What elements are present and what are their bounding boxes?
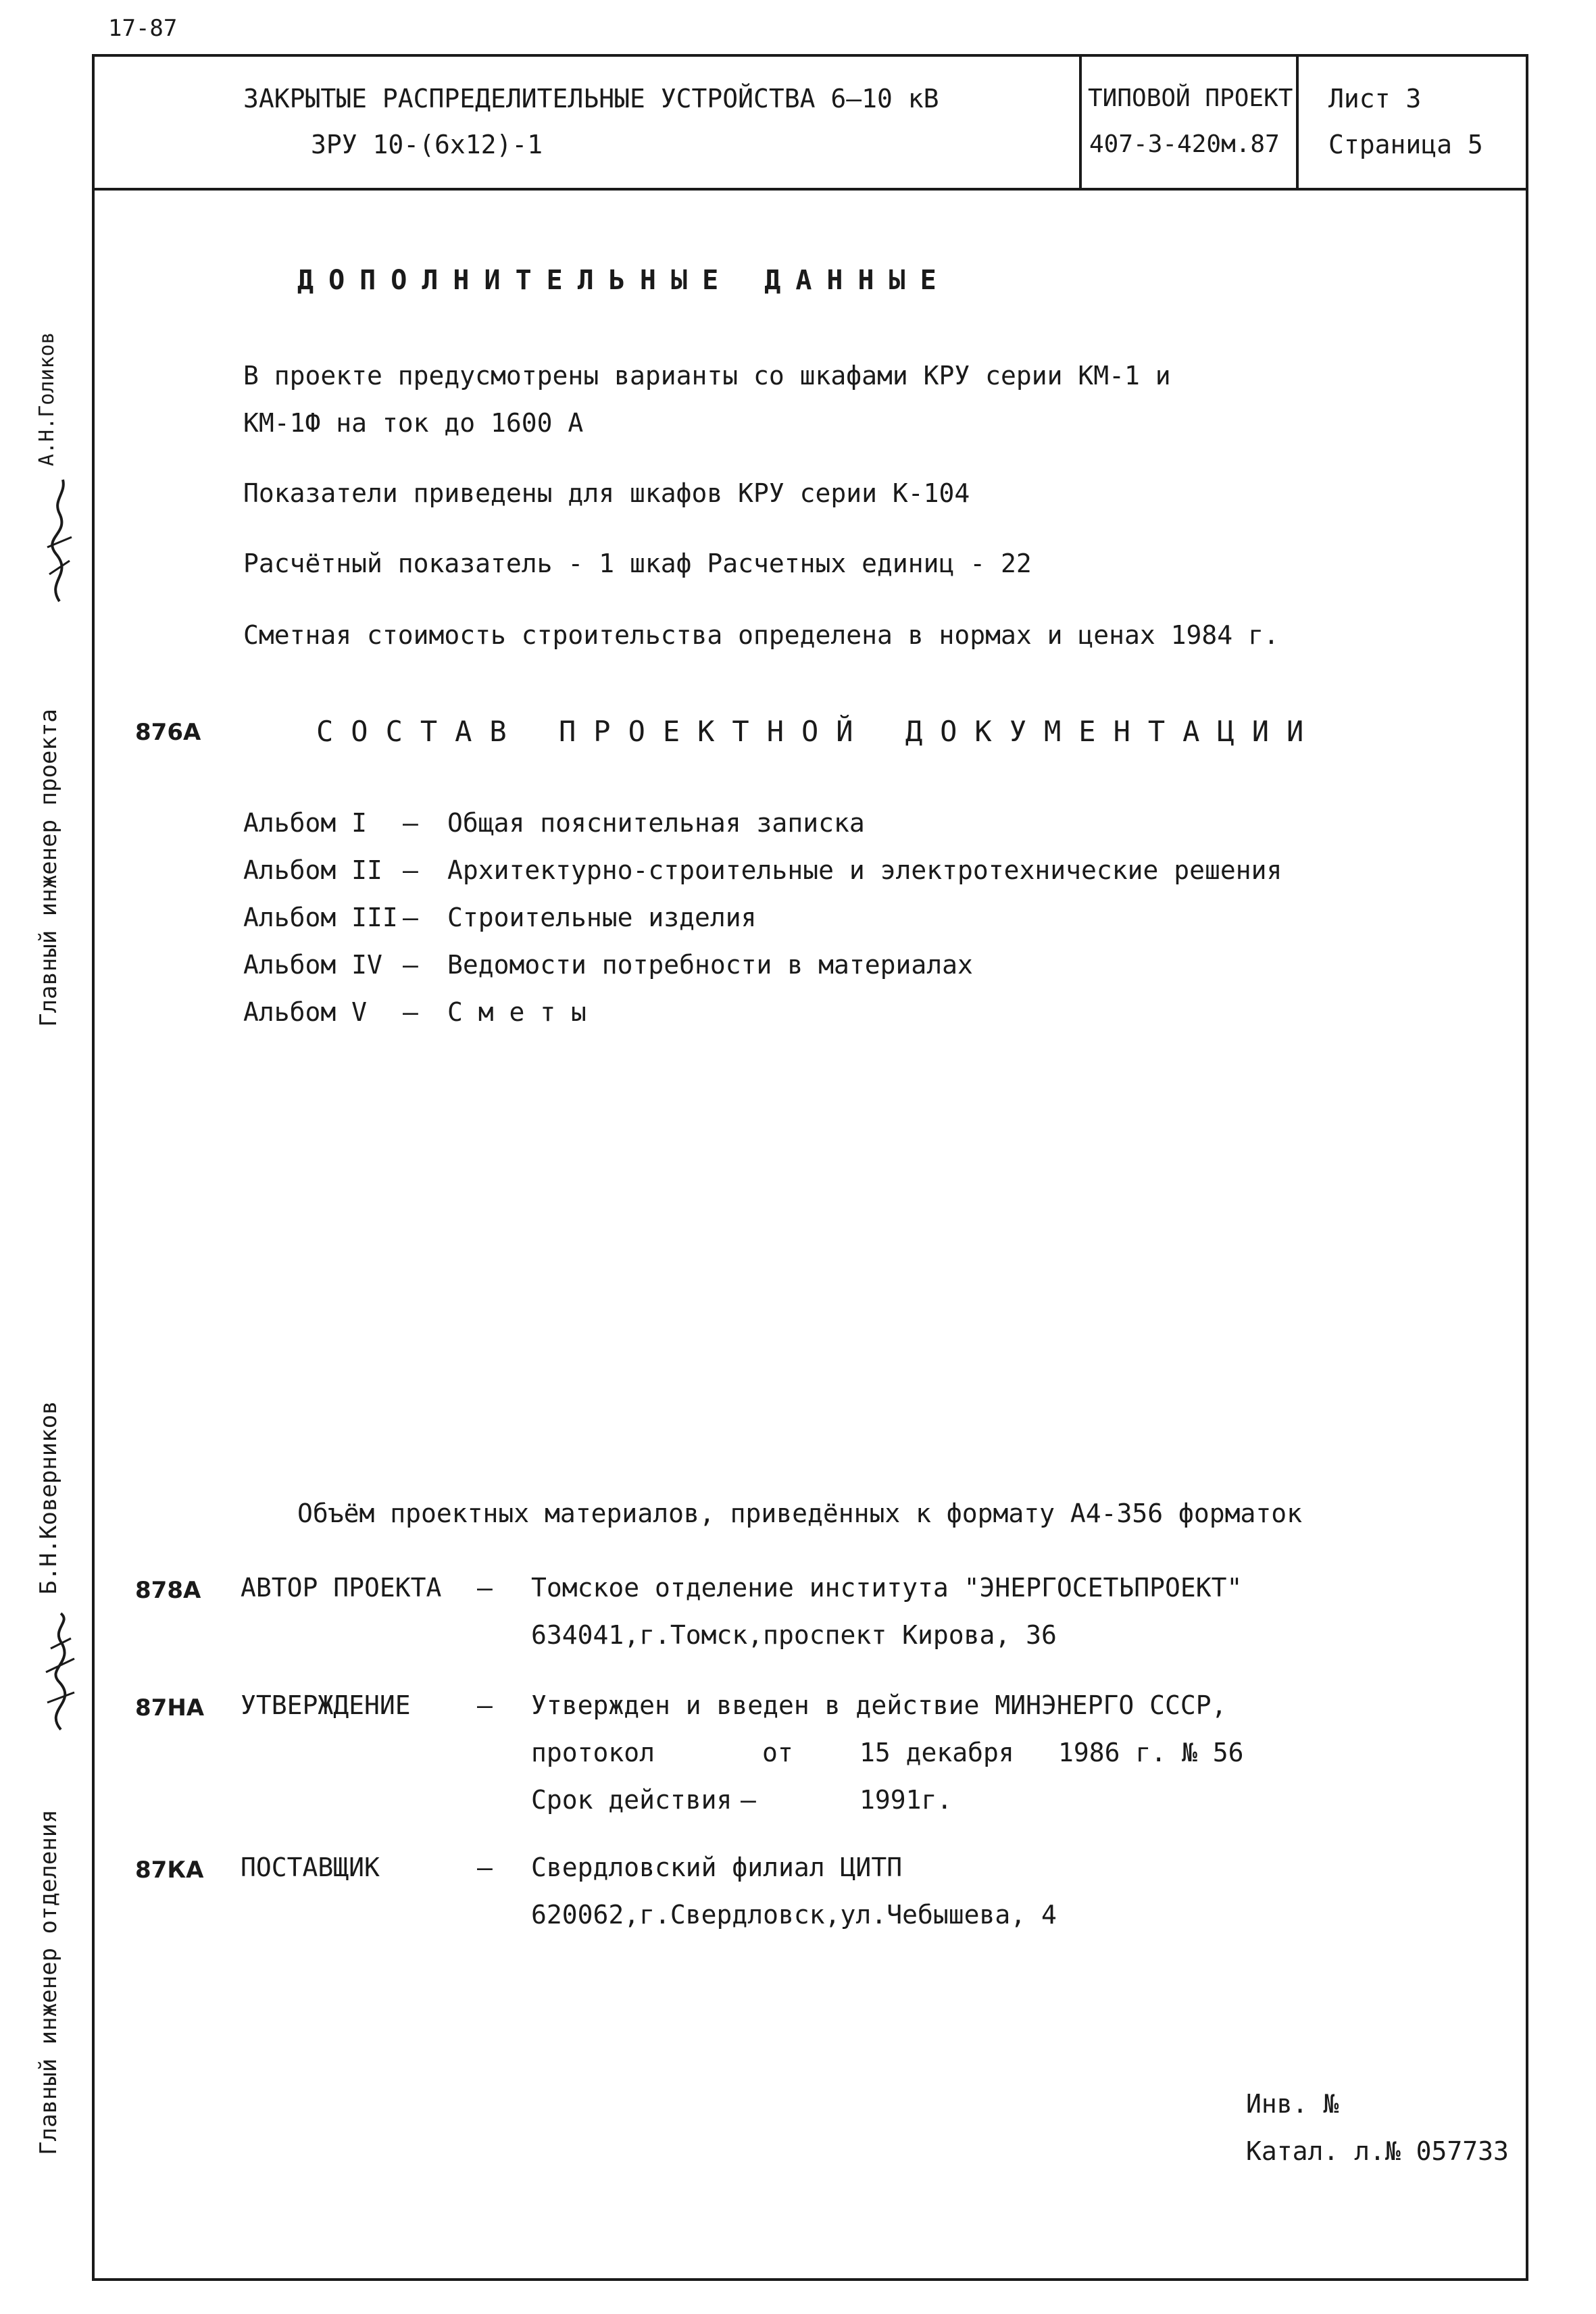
page-number: Страница 5	[1328, 130, 1483, 159]
author-dash: –	[477, 1573, 493, 1603]
album-dash: –	[403, 950, 418, 980]
author-line2: 634041,г.Томск,проспект Кирова, 36	[531, 1620, 1057, 1650]
title-line-1: ЗАКРЫТЫЕ РАСПРЕДЕЛИТЕЛЬНЫЕ УСТРОЙСТВА 6–10 кВ	[243, 84, 939, 114]
project-label: ТИПОВОЙ ПРОЕКТ	[1088, 84, 1293, 112]
supplier-label: ПОСТАВЩИК	[241, 1853, 380, 1882]
additional-heading: ДОПОЛНИТЕЛЬНЫЕ ДАННЫЕ	[297, 265, 951, 296]
additional-p1-line1: В проекте предусмотрены варианты со шкафами КРУ серии КМ-1 и	[243, 361, 1171, 391]
approval-term-dash: –	[741, 1785, 756, 1815]
additional-p4: Сметная стоимость строительства определена в нормах и ценах 1984 г.	[243, 620, 1279, 650]
signature-chief-dept	[41, 1608, 81, 1736]
composition-code: 876А	[135, 719, 201, 746]
approval-line1: Утвержден и введен в действие МИНЭНЕРГО СССР,	[531, 1690, 1227, 1720]
album-name: Альбом II	[243, 855, 382, 885]
title-line-2: ЗРУ 10-(6х12)-1	[311, 130, 543, 159]
album-desc: С м е т ы	[447, 997, 587, 1027]
volume-text: Объём проектных материалов, приведённых к формату А4-356 форматок	[297, 1499, 1303, 1528]
catalog-number: Катал. л.№ 057733	[1246, 2136, 1509, 2166]
signature-chief-project	[39, 473, 80, 608]
approval-date: 15 декабря	[859, 1738, 1014, 1767]
album-dash: –	[403, 997, 418, 1027]
album-desc: Общая пояснительная записка	[447, 808, 865, 838]
album-desc: Строительные изделия	[447, 903, 757, 932]
album-dash: –	[403, 808, 418, 838]
title-block-divider	[92, 188, 1526, 191]
album-name: Альбом V	[243, 997, 368, 1027]
album-name: Альбом III	[243, 903, 398, 932]
title-block-separator-2	[1296, 54, 1299, 189]
author-label: АВТОР ПРОЕКТА	[241, 1573, 442, 1603]
approval-label: УТВЕРЖДЕНИЕ	[241, 1690, 411, 1720]
inventory-number: Инв. №	[1246, 2089, 1339, 2119]
approval-from: от	[762, 1738, 793, 1767]
album-dash: –	[403, 903, 418, 932]
approval-year-number: 1986 г. № 56	[1058, 1738, 1244, 1767]
additional-p2: Показатели приведены для шкафов КРУ серии К-104	[243, 478, 970, 508]
title-block-separator-1	[1079, 54, 1082, 189]
approval-code: 87НА	[135, 1694, 205, 1721]
approval-term-label: Срок действия	[531, 1785, 732, 1815]
side-label-chief-dept-engineer: Главный инженер отделения	[35, 1809, 62, 2155]
supplier-dash: –	[477, 1853, 493, 1882]
supplier-line2: 620062,г.Свердловск,ул.Чебышева, 4	[531, 1900, 1057, 1930]
album-desc: Архитектурно-строительные и электротехнические решения	[447, 855, 1282, 885]
supplier-code: 87КА	[135, 1857, 204, 1884]
side-label-chief-dept-name: Б.Н.Коверников	[35, 1401, 62, 1594]
sheet-number: Лист 3	[1328, 84, 1422, 114]
album-dash: –	[403, 855, 418, 885]
side-label-chief-project-engineer: Главный инженер проекта	[35, 709, 62, 1027]
album-name: Альбом IV	[243, 950, 382, 980]
approval-dash: –	[477, 1690, 493, 1720]
approval-term-value: 1991г.	[859, 1785, 953, 1815]
author-code: 878А	[135, 1577, 201, 1604]
composition-heading: СОСТАВ ПРОЕКТНОЙ ДОКУМЕНТАЦИИ	[316, 715, 1322, 748]
project-number: 407-3-420м.87	[1089, 130, 1280, 158]
additional-p3: Расчётный показатель - 1 шкаф Расчетных единиц - 22	[243, 549, 1032, 578]
album-name: Альбом I	[243, 808, 368, 838]
album-desc: Ведомости потребности в материалах	[447, 950, 973, 980]
author-line1: Томское отделение института "ЭНЕРГОСЕТЬПРОЕКТ"	[531, 1573, 1243, 1603]
corner-mark: 17-87	[108, 15, 178, 42]
side-label-chief-project-name: А.Н.Голиков	[35, 332, 59, 466]
additional-p1-line2: КМ-1Ф на ток до 1600 А	[243, 408, 584, 438]
supplier-line1: Свердловский филиал ЦИТП	[531, 1853, 903, 1882]
approval-protocol: протокол	[531, 1738, 655, 1767]
